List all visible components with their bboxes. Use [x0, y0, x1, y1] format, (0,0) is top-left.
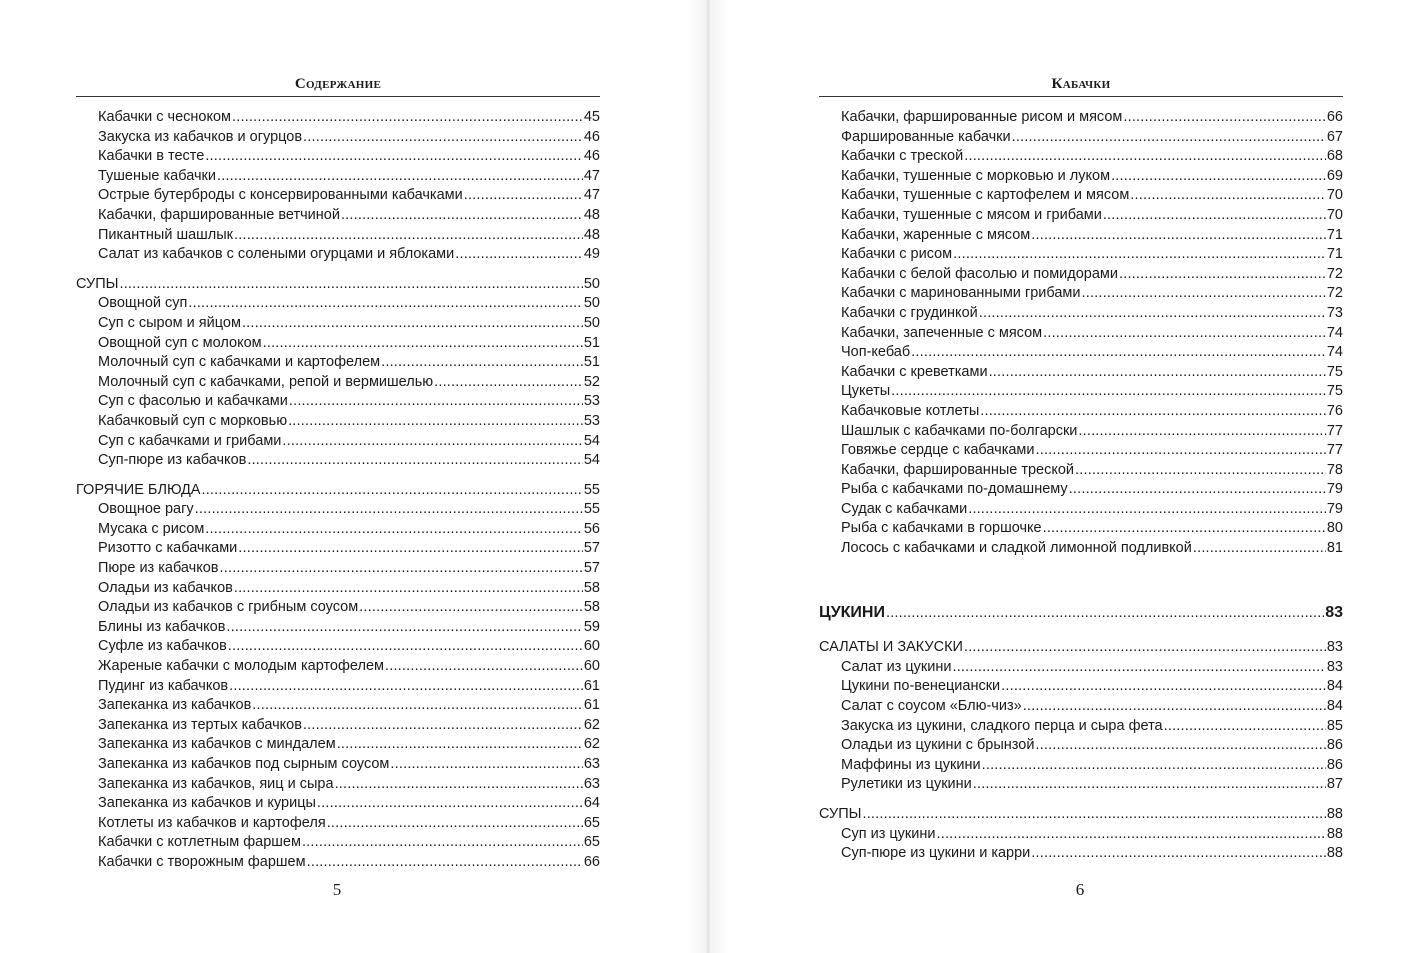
toc-entry: [76, 500, 600, 520]
toc-entry-page: 58: [583, 579, 600, 596]
toc-leader-dots: [455, 245, 583, 265]
toc-entry: [819, 441, 1343, 461]
toc-entry-title: Запеканка из кабачков под сырным соусом: [98, 756, 390, 772]
toc-entry-title: Кабачки с грудинкой: [841, 304, 978, 321]
toc-entry-page: 54: [583, 432, 600, 449]
toc-entry-title: Запеканка из кабачков и курицы: [98, 795, 316, 812]
toc-entry-page: 79: [1326, 500, 1343, 517]
toc-entry-page: 63: [583, 775, 600, 792]
toc-entry-title: Судак с кабачками: [841, 500, 968, 517]
toc-entry-title: Запеканка из кабачков, яиц и сыра: [98, 775, 334, 792]
toc-leader-dots: [289, 392, 583, 412]
toc-entry: [76, 618, 600, 638]
toc-entry-title: Острые бутерброды с консервированными кабачками: [98, 187, 463, 204]
toc-entry-page: 63: [583, 756, 600, 772]
toc-entry: [76, 206, 600, 226]
toc-entry-title: Закуска из кабачков и огурцов: [98, 128, 303, 145]
toc-entry: [819, 382, 1343, 402]
toc-leader-dots: [1119, 265, 1326, 285]
toc-entry-page: 51: [583, 354, 600, 371]
toc-leader-dots: [1123, 108, 1325, 128]
toc-entry-title: Кабачки с творожным фаршем: [98, 853, 306, 870]
toc-entry-page: 48: [583, 226, 600, 243]
toc-entry-title: Шашлык с кабачками по-болгарски: [841, 422, 1078, 439]
toc-entry-title: Рыба с кабачками в горшочке: [841, 520, 1042, 537]
toc-entry-page: 59: [583, 618, 600, 635]
toc-entry-title: Молочный суп с кабачками, репой и вермишелью: [98, 373, 434, 390]
toc-entry: [76, 775, 600, 795]
toc-leader-dots: [307, 853, 583, 873]
toc-entry-page: 51: [583, 334, 600, 351]
toc-entry-title: Жареные кабачки с молодым картофелем: [98, 658, 384, 675]
toc-entry-page: 72: [1326, 285, 1343, 302]
toc-entry: [76, 334, 600, 354]
toc-entry-title: Пюре из кабачков: [98, 560, 219, 577]
toc-entry-page: 71: [1326, 246, 1343, 263]
page-number-right: 6: [1075, 880, 1085, 899]
toc-leader-dots: [1078, 422, 1325, 442]
toc-entry-page: 79: [1326, 481, 1343, 498]
toc-entry: [76, 755, 600, 775]
toc-leader-dots: [982, 756, 1326, 776]
toc-entry-title: Запеканка из кабачков: [98, 697, 252, 714]
toc-entry-title: Блины из кабачков: [98, 618, 226, 635]
toc-entry-title: Тушеные кабачки: [98, 167, 216, 184]
toc-entry-page: 76: [1326, 402, 1343, 419]
toc-entry-page: 45: [583, 109, 600, 125]
toc-leader-dots: [968, 500, 1326, 520]
toc-entry-page: 66: [1326, 109, 1343, 125]
toc-entry-title: Кабачковый суп с морковью: [98, 412, 288, 429]
toc-entry-title: Салат из цукини: [841, 658, 952, 675]
toc-leader-dots: [327, 814, 583, 834]
toc-entry: [76, 186, 600, 206]
toc-leader-dots: [205, 520, 583, 540]
toc-entry: [76, 373, 600, 393]
toc-entry-page: 49: [583, 246, 600, 263]
toc-entry-page: 62: [583, 716, 600, 733]
toc-entry-title: Кабачки, жаренные с мясом: [841, 226, 1031, 243]
toc-leader-dots: [220, 559, 583, 579]
toc-entry-page: 68: [1326, 148, 1343, 165]
toc-leader-dots: [964, 638, 1326, 658]
toc-entry-page: 88: [1326, 845, 1343, 862]
toc-leader-dots: [1031, 844, 1326, 864]
toc-entry: [76, 294, 600, 314]
toc-entry: [76, 167, 600, 187]
toc-entry-page: 75: [1326, 383, 1343, 400]
toc-leader-dots: [1023, 697, 1326, 717]
toc-entry-title: Суп с кабачками и грибами: [98, 432, 282, 449]
toc-entry-page: 65: [583, 814, 600, 831]
toc-entry-page: 86: [1326, 737, 1343, 754]
toc-leader-dots: [1043, 324, 1326, 344]
toc-entry-title: Овощной суп с молоком: [98, 334, 262, 351]
toc-leader-dots: [337, 735, 583, 755]
toc-entry-title: Суп с сыром и яйцом: [98, 314, 241, 331]
toc-entry-page: 56: [583, 520, 600, 537]
toc-leader-dots: [234, 226, 583, 246]
toc-leader-dots: [973, 775, 1326, 795]
toc-entry-title: Кабачковые котлеты: [841, 402, 980, 419]
toc-leader-dots: [263, 334, 583, 354]
toc-entry-title: Оладьи из кабачков с грибным соусом: [98, 599, 359, 616]
toc-entry-title: Цукини по-венециански: [841, 678, 1001, 695]
toc-entry-page: 46: [583, 128, 600, 145]
toc-entry-title: Запеканка из тертых кабачков: [98, 716, 302, 733]
toc-entry-title: Молочный суп с кабачками и картофелем: [98, 354, 381, 371]
toc-entry-page: 84: [1326, 678, 1343, 695]
toc-entry: [76, 598, 600, 618]
toc-leader-dots: [862, 805, 1325, 825]
toc-leader-dots: [381, 353, 583, 373]
toc-entry-page: 53: [583, 412, 600, 429]
toc-entry: [819, 147, 1343, 167]
toc-entry-title: Кабачки, фаршированные рисом и мясом: [841, 109, 1123, 125]
toc-entry-page: 48: [583, 206, 600, 223]
toc-entry: [76, 147, 600, 167]
toc-entry: [819, 304, 1343, 324]
toc-entry: [76, 539, 600, 559]
toc-entry: [819, 480, 1343, 500]
toc-entry: [819, 717, 1343, 737]
running-head-left: Содержание: [76, 74, 600, 97]
toc-entry-title: Запеканка из кабачков с миндалем: [98, 736, 336, 753]
toc-entry-title: Котлеты из кабачков и картофеля: [98, 814, 326, 831]
toc-leader-dots: [1103, 206, 1326, 226]
toc-entry: [819, 422, 1343, 442]
toc-leader-dots: [252, 696, 583, 716]
toc-entry: [76, 657, 600, 677]
toc-leader-dots: [989, 363, 1326, 383]
toc-leader-dots: [335, 775, 583, 795]
toc-entry-page: 50: [583, 314, 600, 331]
toc-entry-page: 85: [1326, 717, 1343, 734]
toc-entry: [819, 461, 1343, 481]
toc-entry: [76, 128, 600, 148]
toc-entry: [819, 108, 1343, 128]
toc-entry-title: Суп с фасолью и кабачками: [98, 393, 288, 410]
toc-leader-dots: [226, 618, 582, 638]
toc-leader-dots: [195, 500, 583, 520]
toc-entry-title: ЦУКИНИ: [819, 603, 885, 621]
toc-entry-title: Суп из цукини: [841, 825, 936, 842]
toc-entry-page: 84: [1326, 698, 1343, 715]
toc-entry: [819, 343, 1343, 363]
toc-leader-dots: [1036, 441, 1326, 461]
toc-entry-page: 52: [583, 373, 600, 390]
toc-entry: [76, 559, 600, 579]
toc-entry: [76, 833, 600, 853]
toc-entry: [819, 697, 1343, 717]
toc-entry-page: 77: [1326, 442, 1343, 459]
toc-entry-page: 71: [1326, 226, 1343, 243]
toc-entry: [76, 696, 600, 716]
toc-entry-title: Рыба с кабачками по-домашнему: [841, 481, 1068, 498]
toc-entry-page: 50: [583, 295, 600, 312]
toc-leader-dots: [1111, 167, 1326, 187]
toc-entry-page: 64: [583, 795, 600, 812]
toc-entry: [819, 284, 1343, 304]
toc-entry-page: 57: [583, 540, 600, 557]
toc-entry: [76, 677, 600, 697]
toc-leader-dots: [317, 794, 583, 814]
toc-entry-title: Кабачки с рисом: [841, 246, 953, 263]
toc-entry: [76, 353, 600, 373]
toc-leader-dots: [464, 186, 583, 206]
toc-entry-page: 53: [583, 393, 600, 410]
toc-entry-page: 46: [583, 148, 600, 165]
toc-entry: [819, 265, 1343, 285]
toc-entry-title: Кабачки с маринованными грибами: [841, 285, 1081, 302]
toc-entry-page: 60: [583, 638, 600, 655]
toc-section-heading: [76, 275, 600, 295]
toc-entry-title: Оладьи из цукини с брынзой: [841, 737, 1035, 754]
toc-entry-title: Маффины из цукини: [841, 756, 981, 773]
toc-leader-dots: [205, 147, 583, 167]
toc-entry: [819, 186, 1343, 206]
toc-entry-title: СУПЫ: [819, 806, 862, 822]
toc-entry-title: Ризотто с кабачками: [98, 540, 238, 557]
toc-entry-title: Кабачки в тесте: [98, 148, 205, 165]
toc-entry-title: Кабачки с креветками: [841, 363, 988, 380]
page-number-left: 5: [332, 880, 342, 899]
toc-entry-title: Суп-пюре из цукини и карри: [841, 845, 1031, 862]
toc-entry: [76, 451, 600, 471]
toc-leader-dots: [1035, 736, 1325, 756]
toc-entry: [819, 775, 1343, 795]
toc-entry-title: Говяжье сердце с кабачками: [841, 442, 1035, 459]
toc-entry: [819, 519, 1343, 539]
toc-entry-title: Кабачки, тушенные с морковью и луком: [841, 167, 1111, 184]
toc-leader-dots: [1012, 128, 1326, 148]
toc-chapter-heading: [819, 603, 1343, 623]
toc-entry-page: 55: [583, 481, 600, 498]
toc-leader-dots: [119, 275, 582, 295]
toc-leader-dots: [303, 716, 583, 736]
toc-section-heading: [76, 481, 600, 501]
toc-leader-dots: [911, 343, 1326, 363]
toc-leader-dots: [232, 108, 583, 128]
toc-leader-dots: [217, 167, 583, 187]
toc-entry-title: Кабачки, тушенные с мясом и грибами: [841, 206, 1102, 223]
toc-leader-dots: [238, 539, 583, 559]
toc-entry-page: 58: [583, 599, 600, 616]
toc-entry: [76, 314, 600, 334]
toc-entry: [819, 167, 1343, 187]
toc-list-left: [76, 108, 600, 873]
toc-entry: [819, 363, 1343, 383]
toc-entry: [76, 814, 600, 834]
toc-entry-title: Цукеты: [841, 383, 891, 400]
toc-entry-title: Рулетики из цукини: [841, 776, 972, 793]
toc-entry-title: Кабачки, тушенные с картофелем и мясом: [841, 187, 1130, 204]
toc-entry: [819, 844, 1343, 864]
toc-leader-dots: [303, 128, 583, 148]
toc-entry-page: 60: [583, 658, 600, 675]
toc-entry-title: Чоп-кебаб: [841, 344, 911, 361]
toc-entry-page: 47: [583, 167, 600, 184]
toc-entry-title: ГОРЯЧИЕ БЛЮДА: [76, 481, 201, 498]
toc-entry-page: 61: [583, 677, 600, 694]
toc-leader-dots: [302, 833, 583, 853]
toc-entry-page: 65: [583, 834, 600, 851]
toc-entry-page: 86: [1326, 756, 1343, 773]
toc-leader-dots: [385, 657, 583, 677]
toc-entry: [76, 245, 600, 265]
toc-entry-page: 72: [1326, 265, 1343, 282]
toc-entry-title: Кабачки с чесноком: [98, 109, 232, 125]
toc-leader-dots: [1043, 519, 1326, 539]
toc-entry-page: 74: [1326, 344, 1343, 361]
toc-entry-title: Кабачки, запеченные с мясом: [841, 324, 1043, 341]
toc-entry-page: 74: [1326, 324, 1343, 341]
toc-entry-page: 50: [583, 275, 600, 292]
toc-entry-title: Овощной суп: [98, 295, 188, 312]
toc-entry: [819, 324, 1343, 344]
toc-section-heading: [819, 805, 1343, 825]
toc-leader-dots: [1193, 539, 1326, 559]
toc-entry-title: Суфле из кабачков: [98, 638, 227, 655]
toc-entry-title: Кабачки с котлетным фаршем: [98, 834, 301, 851]
toc-entry-page: 83: [1325, 603, 1343, 621]
toc-entry-title: Закуска из цукини, сладкого перца и сыра фета: [841, 717, 1163, 734]
toc-leader-dots: [891, 382, 1326, 402]
toc-entry-title: Кабачки, фаршированные треской: [841, 461, 1075, 478]
toc-leader-dots: [980, 402, 1326, 422]
toc-leader-dots: [234, 579, 583, 599]
toc-entry: [76, 392, 600, 412]
toc-entry: [819, 677, 1343, 697]
toc-leader-dots: [1069, 480, 1326, 500]
toc-entry: [76, 432, 600, 452]
toc-section-heading: [819, 638, 1343, 658]
toc-entry: [819, 756, 1343, 776]
toc-entry-title: Кабачки с белой фасолью и помидорами: [841, 265, 1118, 282]
toc-entry-page: 66: [583, 853, 600, 870]
toc-entry-page: 70: [1326, 187, 1343, 204]
toc-entry-page: 62: [583, 736, 600, 753]
toc-entry-title: Пикантный шашлык: [98, 226, 234, 243]
toc-entry-title: Лосось с кабачками и сладкой лимонной подливкой: [841, 540, 1192, 557]
toc-leader-dots: [341, 206, 583, 226]
toc-entry-title: Салат из кабачков с солеными огурцами и яблоками: [98, 246, 455, 263]
toc-entry: [819, 402, 1343, 422]
toc-leader-dots: [288, 412, 583, 432]
running-head-right: Кабачки: [819, 74, 1343, 97]
toc-leader-dots: [979, 304, 1326, 324]
toc-entry-title: Кабачки, фаршированные ветчиной: [98, 206, 340, 223]
toc-entry-title: Мусака с рисом: [98, 520, 205, 537]
toc-leader-dots: [1031, 226, 1326, 246]
toc-leader-dots: [247, 451, 583, 471]
toc-entry: [76, 853, 600, 873]
toc-leader-dots: [242, 314, 583, 334]
toc-leader-dots: [886, 603, 1324, 623]
toc-entry-page: 57: [583, 560, 600, 577]
toc-leader-dots: [228, 637, 583, 657]
toc-entry: [76, 412, 600, 432]
toc-leader-dots: [936, 825, 1325, 845]
toc-leader-dots: [1001, 677, 1326, 697]
toc-entry-page: 77: [1326, 422, 1343, 439]
toc-entry-page: 55: [583, 501, 600, 518]
toc-leader-dots: [282, 432, 582, 452]
toc-entry: [819, 658, 1343, 678]
toc-entry-title: Оладьи из кабачков: [98, 579, 233, 596]
toc-entry: [76, 716, 600, 736]
toc-leader-dots: [964, 147, 1326, 167]
toc-entry-title: Пудинг из кабачков: [98, 677, 229, 694]
toc-leader-dots: [1130, 186, 1326, 206]
right-page: [708, 0, 1416, 953]
toc-list-right: [819, 108, 1343, 864]
toc-leader-dots: [229, 677, 583, 697]
toc-entry-page: 78: [1326, 461, 1343, 478]
toc-entry: [819, 206, 1343, 226]
toc-entry-page: 47: [583, 187, 600, 204]
toc-entry-page: 73: [1326, 304, 1343, 321]
toc-entry-title: САЛАТЫ И ЗАКУСКИ: [819, 639, 963, 656]
toc-entry-page: 70: [1326, 206, 1343, 223]
toc-entry-page: 88: [1326, 806, 1343, 822]
toc-entry: [819, 539, 1343, 559]
toc-entry: [819, 245, 1343, 265]
toc-leader-dots: [1075, 461, 1326, 481]
toc-entry-page: 88: [1326, 825, 1343, 842]
toc-entry-page: 75: [1326, 363, 1343, 380]
toc-entry-title: Фаршированные кабачки: [841, 128, 1011, 145]
toc-leader-dots: [201, 481, 582, 501]
toc-entry-page: 83: [1326, 658, 1343, 675]
toc-entry: [819, 500, 1343, 520]
toc-entry: [76, 637, 600, 657]
toc-entry-page: 80: [1326, 520, 1343, 537]
toc-entry-title: СУПЫ: [76, 275, 119, 292]
toc-entry-page: 83: [1326, 639, 1343, 656]
toc-entry-title: Кабачки с треской: [841, 148, 964, 165]
toc-entry: [819, 825, 1343, 845]
toc-entry-page: 54: [583, 452, 600, 469]
toc-leader-dots: [1164, 717, 1326, 737]
toc-entry: [76, 226, 600, 246]
toc-leader-dots: [952, 658, 1325, 678]
toc-entry: [76, 579, 600, 599]
toc-entry-title: Суп-пюре из кабачков: [98, 452, 247, 469]
toc-entry: [819, 226, 1343, 246]
toc-leader-dots: [1082, 284, 1326, 304]
toc-entry-page: 69: [1326, 167, 1343, 184]
toc-entry: [76, 735, 600, 755]
toc-entry: [76, 108, 600, 128]
toc-entry: [819, 736, 1343, 756]
toc-leader-dots: [390, 755, 582, 775]
toc-entry-page: 67: [1326, 128, 1343, 145]
toc-entry-page: 87: [1326, 776, 1343, 793]
toc-leader-dots: [359, 598, 583, 618]
toc-entry-title: Овощное рагу: [98, 501, 194, 518]
toc-entry: [76, 520, 600, 540]
toc-leader-dots: [953, 245, 1326, 265]
toc-entry: [819, 128, 1343, 148]
toc-leader-dots: [188, 294, 582, 314]
toc-entry-page: 61: [583, 697, 600, 714]
toc-entry-page: 81: [1326, 540, 1343, 557]
toc-entry: [76, 794, 600, 814]
toc-entry-title: Салат с соусом «Блю-чиз»: [841, 698, 1022, 715]
toc-leader-dots: [434, 373, 583, 393]
